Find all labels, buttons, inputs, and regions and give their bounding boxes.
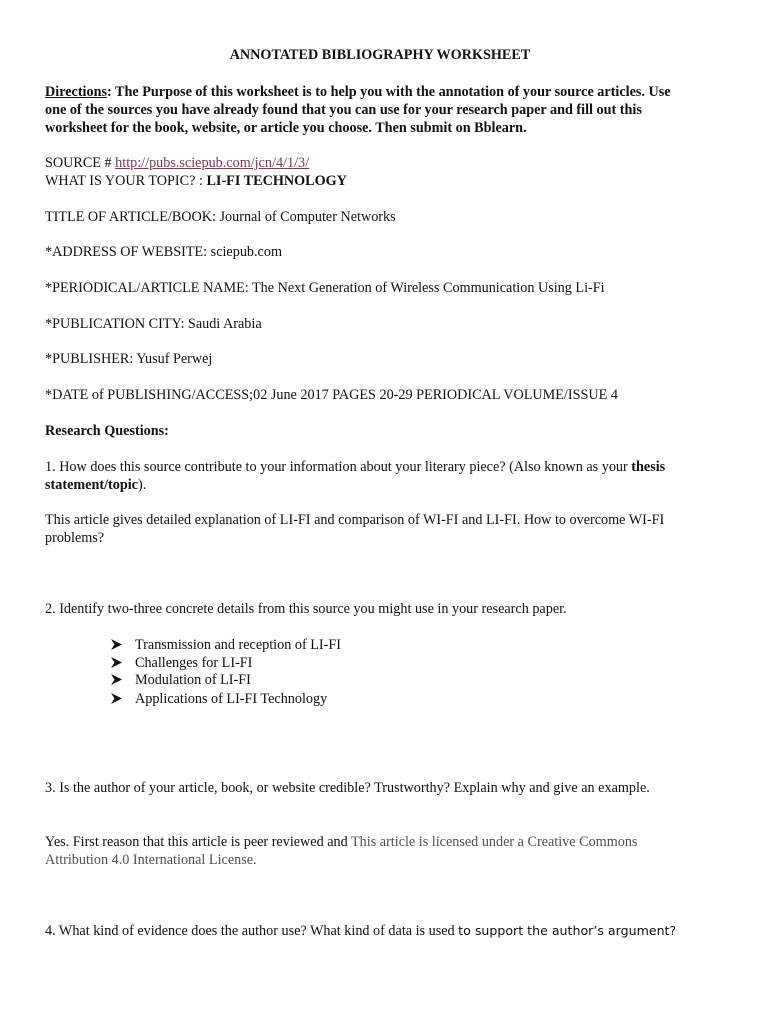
source-label: SOURCE # [45, 155, 116, 171]
question-3: 3. Is the author of your article, book, or website credible? Trustworthy? Explain why and give an example. [45, 780, 650, 796]
answer-1-line-1: This article gives detailed explanation of LI-FI and comparison of WI-FI and LI-FI. How to overcome WI-FI [45, 512, 665, 528]
question-1-bold-thesis: thesis [631, 459, 666, 475]
periodical-name-field: *PERIODICAL/ARTICLE NAME: The Next Generation of Wireless Communication Using Li-Fi [45, 280, 605, 296]
source-line [45, 154, 309, 172]
list-item [111, 654, 252, 672]
list-item-label: Transmission and reception of LI-FI [135, 637, 341, 653]
publisher-field: *PUBLISHER: Yusuf Perwej [45, 351, 213, 367]
answer-1-line-2: problems? [45, 530, 105, 546]
license-text-1: This article is licensed under a Creative Commons [351, 834, 638, 850]
list-item [111, 671, 251, 689]
list-item-label: Challenges for LI-FI [135, 655, 253, 671]
question-2: 2. Identify two-three concrete details from this source you might use in your research paper. [45, 601, 567, 617]
publication-city-field: *PUBLICATION CITY: Saudi Arabia [45, 316, 262, 332]
question-4 [45, 922, 676, 940]
topic-value: LI-FI TECHNOLOGY [206, 173, 347, 189]
arrowhead-bullet-icon [111, 671, 135, 689]
directions-text-1: : The Purpose of this worksheet is to help you with the annotation of your source articles. Use [107, 84, 671, 100]
answer-3-text: Yes. First reason that this article is peer reviewed and [45, 834, 352, 850]
arrowhead-bullet-icon [111, 636, 135, 654]
license-text-2: Attribution 4.0 International License. [45, 852, 257, 868]
topic-line [45, 172, 347, 190]
directions-line-2: one of the sources you have already found that you can use for your research paper and fill out this [45, 102, 642, 118]
list-item-label: Applications of LI-FI Technology [135, 691, 328, 707]
answer-3-line-1 [45, 833, 637, 851]
topic-label: WHAT IS YOUR TOPIC? : [45, 173, 207, 189]
publishing-date-field: *DATE of PUBLISHING/ACCESS;02 June 2017 PAGES 20-29 PERIODICAL VOLUME/ISSUE 4 [45, 387, 618, 403]
worksheet-page [45, 0, 715, 1024]
question-1-bold-statement: statement/topic [45, 477, 138, 493]
title-of-article-field: TITLE OF ARTICLE/BOOK: Journal of Computer Networks [45, 209, 396, 225]
website-address-field: *ADDRESS OF WEBSITE: sciepub.com [45, 244, 282, 260]
list-item [111, 690, 327, 708]
directions-label: Directions [45, 84, 107, 100]
research-questions-heading: Research Questions: [45, 423, 169, 439]
question-4-text: 4. What kind of evidence does the author use? What kind of data is used [45, 923, 459, 939]
directions-line-3: worksheet for the book, website, or article you choose. Then submit on Bblearn. [45, 120, 527, 136]
arrowhead-bullet-icon [111, 690, 135, 708]
question-1-line-1 [45, 458, 665, 476]
question-1-end: ). [137, 477, 147, 493]
source-link[interactable]: http://pubs.sciepub.com/jcn/4/1/3/ [115, 155, 310, 171]
page-title: ANNOTATED BIBLIOGRAPHY WORKSHEET [229, 47, 531, 63]
list-item-label: Modulation of LI-FI [135, 672, 251, 688]
question-1-line-2 [45, 476, 146, 494]
arrowhead-bullet-icon [111, 654, 135, 672]
question-1-text: 1. How does this source contribute to your information about your literary piece? (Also known as your [45, 459, 632, 475]
list-item [111, 636, 341, 654]
question-4-text-end: to support the author’s argument? [458, 923, 677, 938]
directions-line-1 [45, 83, 671, 101]
